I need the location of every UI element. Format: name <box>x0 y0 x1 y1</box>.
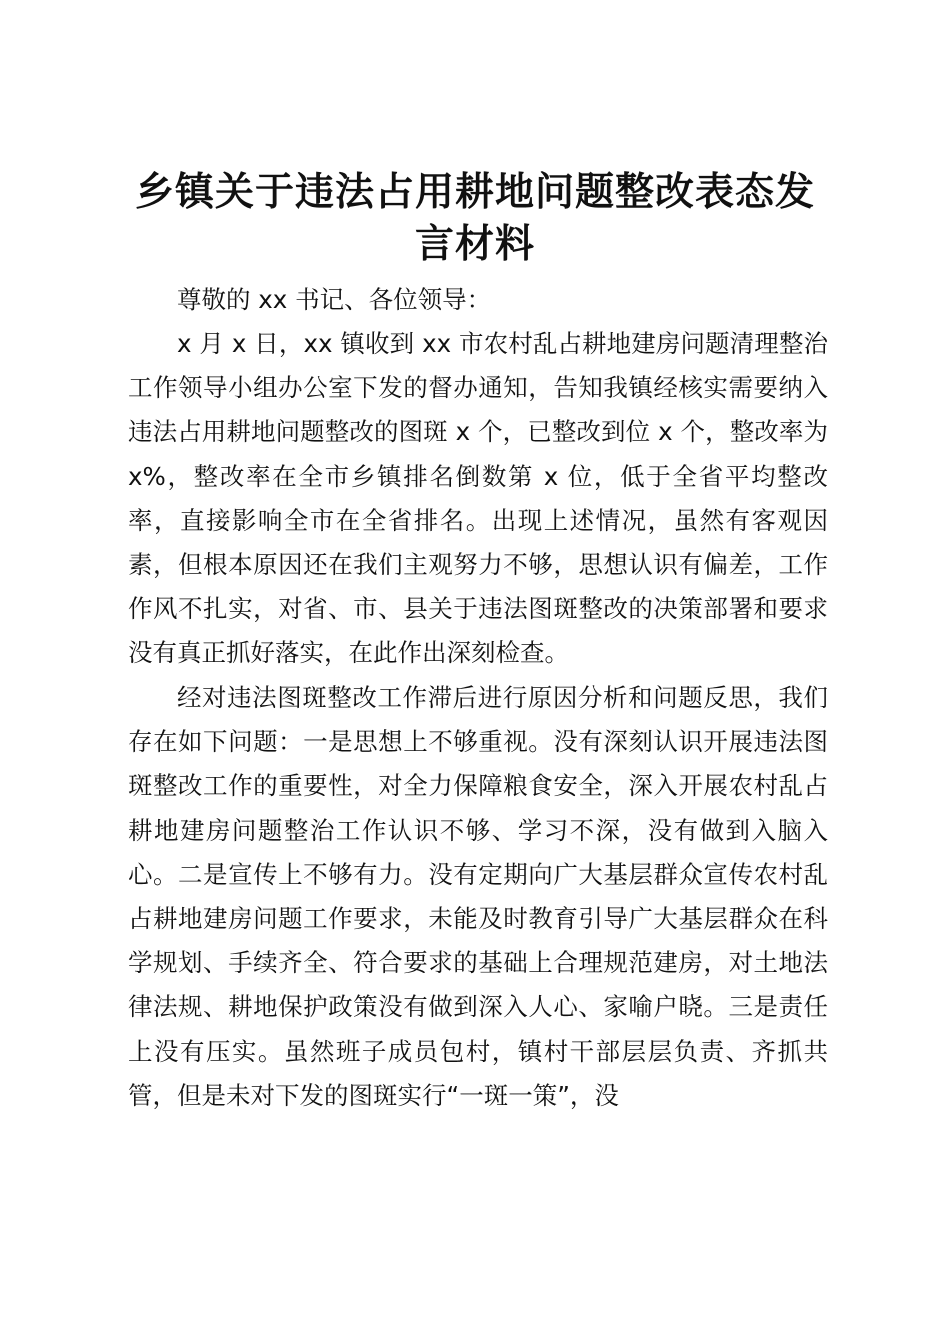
paragraph-2: 经对违法图斑整改工作滞后进行原因分析和问题反思，我们存在如下问题：一是思想上不够重视。没有深刻认识开展违法图斑整改工作的重要性，对全力保障粮食安全，深入开展农村乱占耕地建房问题整治工作认识不够、学习不深，没有做到入脑入心。二是宣传上不够有力。没有定期向广大基层群众宣传农村乱占耕地建房问题工作要求，未能及时教育引导广大基层群众在科学规划、手续齐全、符合要求的基础上合理规范建房，对土地法律法规、耕地保护政策没有做到深入人心、家喻户晓。三是责任上没有压实。虽然班子成员包村，镇村干部层层负责、齐抓共管，但是未对下发的图斑实行“一斑一策”，没 <box>128 683 828 1110</box>
document-title-line-1: 乡镇关于违法占用耕地问题整改表态发 <box>134 169 815 215</box>
salutation: 尊敬的 xx 书记、各位领导： <box>177 285 492 314</box>
paragraph-1: x 月 x 日，xx 镇收到 xx 市农村乱占耕地建房问题清理整治工作领导小组办公室下发的督办通知，告知我镇经核实需要纳入违法占用耕地问题整改的图斑 x 个，已整改到位 x 个，整改率为 x%，整改率在全市乡镇排名倒数第 x 位，低于全省平均整改率，直接影响全市在全省排名。出现上述情况，虽然有客观因素，但根本原因还在我们主观努力不够，思想认识有偏差，工作作风不扎实，对省、市、县关于违法图斑整改的决策部署和要求没有真正抓好落实，在此作出深刻检查。 <box>128 329 828 668</box>
document-title-line-2: 言材料 <box>414 221 535 267</box>
